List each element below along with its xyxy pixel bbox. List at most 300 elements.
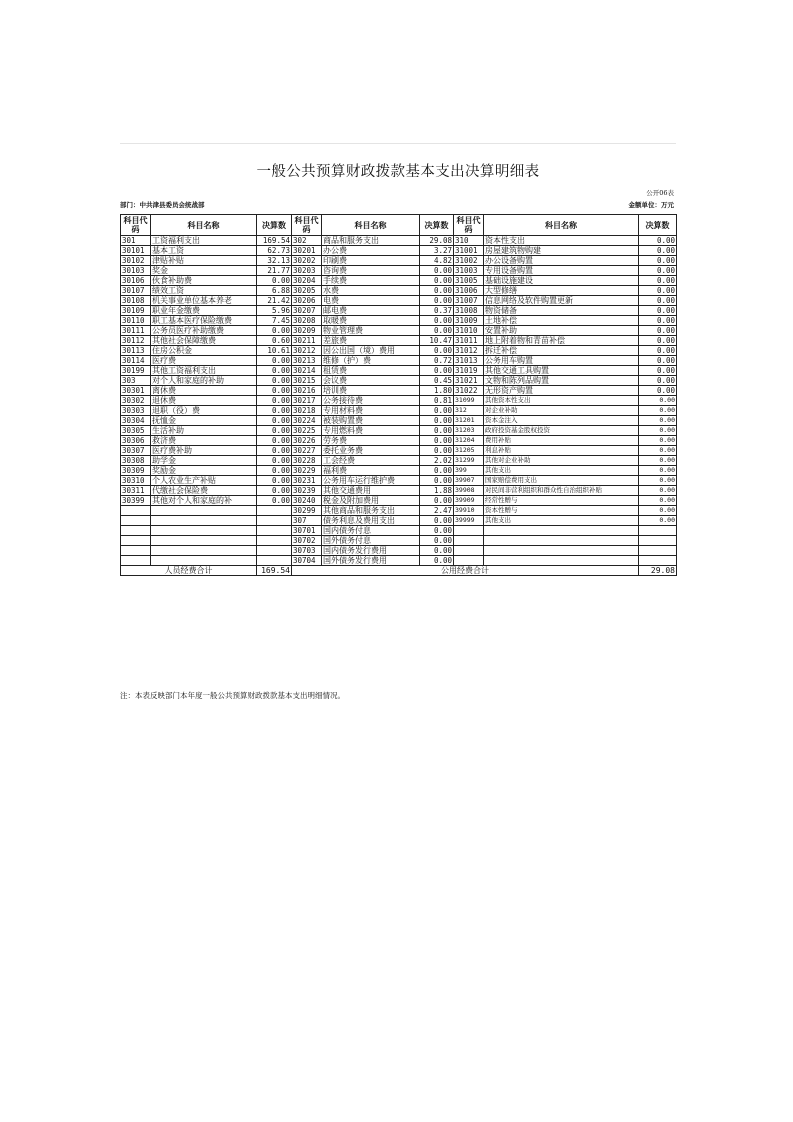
table-row	[121, 526, 677, 536]
code-cell: 30231	[292, 476, 322, 486]
code-cell: 31002	[454, 256, 484, 266]
name-cell: 被装购置费	[322, 416, 420, 426]
name-cell	[151, 506, 257, 516]
amount-cell: 0.00	[420, 476, 454, 486]
name-cell: 伙食补助费	[151, 276, 257, 286]
name-cell: 房屋建筑物购建	[484, 246, 639, 256]
code-cell	[121, 536, 151, 546]
code-cell: 30205	[292, 286, 322, 296]
name-cell: 印刷费	[322, 256, 420, 266]
amount-cell: 5.96	[257, 306, 292, 316]
amount-cell: 0.00	[420, 286, 454, 296]
table-row	[121, 376, 677, 386]
code-cell: 30308	[121, 456, 151, 466]
header-code-2: 科目代码	[292, 215, 322, 236]
code-cell: 30203	[292, 266, 322, 276]
amount-cell: 0.00	[639, 256, 677, 266]
name-cell: 办公设备购置	[484, 256, 639, 266]
name-cell: 其他支出	[484, 466, 639, 476]
amount-cell: 0.00	[420, 326, 454, 336]
amount-cell: 0.00	[639, 386, 677, 396]
name-cell: 救济费	[151, 436, 257, 446]
code-cell: 30399	[121, 496, 151, 506]
code-cell: 30212	[292, 346, 322, 356]
name-cell: 地上附着物和青苗补偿	[484, 336, 639, 346]
table-row	[121, 386, 677, 396]
form-number-row	[120, 184, 676, 199]
code-cell: 30102	[121, 256, 151, 266]
code-cell: 30307	[121, 446, 151, 456]
name-cell	[151, 516, 257, 526]
personnel-total-value: 169.54	[257, 566, 292, 576]
code-cell: 30209	[292, 326, 322, 336]
amount-cell: 0.00	[257, 406, 292, 416]
code-cell: 39907	[454, 476, 484, 486]
report-sheet	[120, 143, 676, 576]
code-cell: 30225	[292, 426, 322, 436]
code-cell: 30240	[292, 496, 322, 506]
name-cell: 其他交通工具购置	[484, 366, 639, 376]
public-total-label: 公用经费合计	[292, 566, 639, 576]
code-cell: 30202	[292, 256, 322, 266]
name-cell: 其他工资福利支出	[151, 366, 257, 376]
code-cell: 31203	[454, 426, 484, 436]
totals-row	[121, 566, 677, 576]
header-amount-1: 决算数	[257, 215, 292, 236]
amount-cell: 0.00	[257, 386, 292, 396]
amount-cell: 0.00	[420, 266, 454, 276]
amount-cell: 0.00	[257, 276, 292, 286]
name-cell: 其他资本性支出	[484, 396, 639, 406]
name-cell: 电费	[322, 296, 420, 306]
name-cell: 取暖费	[322, 316, 420, 326]
amount-cell: 0.00	[257, 496, 292, 506]
table-row	[121, 536, 677, 546]
table-row	[121, 286, 677, 296]
code-cell: 30107	[121, 286, 151, 296]
name-cell: 公务员医疗补助缴费	[151, 326, 257, 336]
name-cell: 对民间非营利组织和群众性自治组织补贴	[484, 486, 639, 496]
code-cell	[121, 546, 151, 556]
code-cell: 302	[292, 236, 322, 246]
name-cell: 职业年金缴费	[151, 306, 257, 316]
amount-cell	[639, 556, 677, 566]
table-row	[121, 406, 677, 416]
name-cell: 大型修缮	[484, 286, 639, 296]
name-cell: 机关事业单位基本养老	[151, 296, 257, 306]
name-cell: 信息网络及软件购置更新	[484, 296, 639, 306]
code-cell: 31001	[454, 246, 484, 256]
code-cell: 30213	[292, 356, 322, 366]
header-name-3: 科目名称	[484, 215, 639, 236]
code-cell: 30704	[292, 556, 322, 566]
amount-cell: 0.00	[257, 476, 292, 486]
amount-cell: 0.00	[420, 416, 454, 426]
name-cell: 其他商品和服务支出	[322, 506, 420, 516]
name-cell: 奖金	[151, 266, 257, 276]
amount-cell	[257, 526, 292, 536]
name-cell: 维修（护）费	[322, 356, 420, 366]
header-name-2: 科目名称	[322, 215, 420, 236]
code-cell: 31006	[454, 286, 484, 296]
code-cell: 30239	[292, 486, 322, 496]
code-cell: 30301	[121, 386, 151, 396]
amount-cell: 0.00	[420, 546, 454, 556]
code-cell: 30217	[292, 396, 322, 406]
amount-cell: 0.00	[257, 326, 292, 336]
name-cell: 公务用车购置	[484, 356, 639, 366]
amount-cell: 10.61	[257, 346, 292, 356]
name-cell: 专用材料费	[322, 406, 420, 416]
table-row	[121, 256, 677, 266]
code-cell: 30227	[292, 446, 322, 456]
name-cell: 土地补偿	[484, 316, 639, 326]
code-cell: 399	[454, 466, 484, 476]
table-row	[121, 436, 677, 446]
name-cell: 租赁费	[322, 366, 420, 376]
code-cell: 30701	[292, 526, 322, 536]
code-cell: 31011	[454, 336, 484, 346]
code-cell: 30113	[121, 346, 151, 356]
table-note: 注：本表反映部门本年度一般公共预算财政拨款基本支出明细情况。	[120, 691, 345, 700]
amount-cell: 0.00	[639, 356, 677, 366]
amount-cell: 0.00	[420, 296, 454, 306]
name-cell: 国家赔偿费用支出	[484, 476, 639, 486]
code-cell: 30206	[292, 296, 322, 306]
amount-cell: 6.88	[257, 286, 292, 296]
table-row	[121, 496, 677, 506]
amount-cell: 21.42	[257, 296, 292, 306]
table-row	[121, 306, 677, 316]
name-cell: 资本金注入	[484, 416, 639, 426]
name-cell: 利息补贴	[484, 446, 639, 456]
table-row	[121, 426, 677, 436]
code-cell: 30309	[121, 466, 151, 476]
amount-cell: 0.00	[639, 456, 677, 466]
header-name-1: 科目名称	[151, 215, 257, 236]
name-cell: 其他社会保障缴费	[151, 336, 257, 346]
amount-cell: 0.00	[639, 396, 677, 406]
code-cell: 30199	[121, 366, 151, 376]
amount-cell: 0.00	[639, 516, 677, 526]
header-code-3: 科目代码	[454, 215, 484, 236]
amount-cell: 1.80	[420, 386, 454, 396]
name-cell: 资本性支出	[484, 236, 639, 246]
name-cell	[151, 536, 257, 546]
amount-cell: 0.00	[639, 436, 677, 446]
amount-cell: 32.13	[257, 256, 292, 266]
amount-cell: 0.00	[420, 316, 454, 326]
amount-cell: 4.82	[420, 256, 454, 266]
table-row	[121, 516, 677, 526]
code-cell: 31201	[454, 416, 484, 426]
name-cell: 咨询费	[322, 266, 420, 276]
amount-cell: 0.37	[420, 306, 454, 316]
amount-cell: 0.00	[420, 426, 454, 436]
name-cell: 福利费	[322, 466, 420, 476]
code-cell: 31007	[454, 296, 484, 306]
name-cell: 税金及附加费用	[322, 496, 420, 506]
amount-cell: 0.45	[420, 376, 454, 386]
code-cell: 30218	[292, 406, 322, 416]
code-cell: 31005	[454, 276, 484, 286]
name-cell: 退休费	[151, 396, 257, 406]
amount-cell: 0.00	[420, 446, 454, 456]
amount-cell: 0.81	[420, 396, 454, 406]
code-cell: 30106	[121, 276, 151, 286]
code-cell	[454, 556, 484, 566]
code-cell: 31099	[454, 396, 484, 406]
name-cell: 奖励金	[151, 466, 257, 476]
code-cell: 30226	[292, 436, 322, 446]
code-cell	[121, 516, 151, 526]
amount-cell: 0.00	[639, 316, 677, 326]
table-row	[121, 366, 677, 376]
code-cell	[121, 526, 151, 536]
amount-cell: 0.00	[257, 446, 292, 456]
code-cell	[454, 526, 484, 536]
name-cell: 国内债务发行费用	[322, 546, 420, 556]
amount-cell: 0.00	[420, 366, 454, 376]
name-cell: 文物和陈列品购置	[484, 376, 639, 386]
table-row	[121, 556, 677, 566]
name-cell: 对个人和家庭的补助	[151, 376, 257, 386]
amount-cell: 0.00	[639, 306, 677, 316]
name-cell: 国外债务付息	[322, 536, 420, 546]
code-cell: 30216	[292, 386, 322, 396]
table-row	[121, 236, 677, 246]
amount-cell: 0.00	[420, 516, 454, 526]
amount-cell: 0.00	[639, 366, 677, 376]
table-row	[121, 326, 677, 336]
amount-cell: 0.00	[639, 296, 677, 306]
amount-cell: 0.00	[639, 286, 677, 296]
code-cell: 30303	[121, 406, 151, 416]
department-label: 部门：中共津县委员会统战部	[120, 201, 205, 209]
name-cell: 劳务费	[322, 436, 420, 446]
name-cell: 费用补贴	[484, 436, 639, 446]
name-cell	[484, 546, 639, 556]
amount-cell: 0.00	[420, 436, 454, 446]
amount-cell: 0.00	[639, 276, 677, 286]
name-cell: 邮电费	[322, 306, 420, 316]
expenditure-table	[120, 214, 677, 576]
code-cell: 30211	[292, 336, 322, 346]
name-cell: 培训费	[322, 386, 420, 396]
form-number: 公开06表	[646, 189, 674, 197]
header-amount-2: 决算数	[420, 215, 454, 236]
code-cell: 30304	[121, 416, 151, 426]
name-cell: 助学金	[151, 456, 257, 466]
code-cell: 301	[121, 236, 151, 246]
name-cell: 基本工资	[151, 246, 257, 256]
name-cell: 其他交通费用	[322, 486, 420, 496]
table-row	[121, 466, 677, 476]
code-cell: 30215	[292, 376, 322, 386]
amount-cell: 0.00	[257, 396, 292, 406]
amount-cell: 0.00	[639, 346, 677, 356]
amount-cell: 0.72	[420, 356, 454, 366]
header-code-1: 科目代码	[121, 215, 151, 236]
code-cell: 39908	[454, 486, 484, 496]
amount-cell	[639, 526, 677, 536]
code-cell: 30703	[292, 546, 322, 556]
name-cell: 经常性赠与	[484, 496, 639, 506]
name-cell: 会议费	[322, 376, 420, 386]
amount-cell	[257, 546, 292, 556]
code-cell: 30204	[292, 276, 322, 286]
amount-cell: 0.00	[257, 486, 292, 496]
table-row	[121, 416, 677, 426]
name-cell	[484, 556, 639, 566]
name-cell: 国外债务发行费用	[322, 556, 420, 566]
department-row	[120, 199, 676, 214]
amount-cell: 0.00	[257, 466, 292, 476]
code-cell: 312	[454, 406, 484, 416]
code-cell: 31003	[454, 266, 484, 276]
name-cell: 物业管理费	[322, 326, 420, 336]
table-row	[121, 396, 677, 406]
code-cell: 31008	[454, 306, 484, 316]
name-cell: 手续费	[322, 276, 420, 286]
code-cell: 303	[121, 376, 151, 386]
name-cell: 因公出国（境）费用	[322, 346, 420, 356]
amount-cell: 0.00	[639, 476, 677, 486]
name-cell: 专用设备购置	[484, 266, 639, 276]
name-cell: 医疗费补助	[151, 446, 257, 456]
amount-cell: 0.00	[639, 506, 677, 516]
amount-cell: 0.00	[639, 486, 677, 496]
amount-cell	[639, 536, 677, 546]
name-cell: 抚恤金	[151, 416, 257, 426]
amount-cell	[257, 506, 292, 516]
code-cell: 31299	[454, 456, 484, 466]
code-cell: 30201	[292, 246, 322, 256]
name-cell: 委托业务费	[322, 446, 420, 456]
amount-cell: 0.00	[420, 536, 454, 546]
header-amount-3: 决算数	[639, 215, 677, 236]
amount-cell: 2.47	[420, 506, 454, 516]
amount-cell: 0.00	[639, 376, 677, 386]
amount-cell: 21.77	[257, 266, 292, 276]
code-cell: 30109	[121, 306, 151, 316]
code-cell: 30229	[292, 466, 322, 476]
code-cell: 30114	[121, 356, 151, 366]
amount-cell: 0.00	[420, 526, 454, 536]
code-cell: 39909	[454, 496, 484, 506]
name-cell: 医疗费	[151, 356, 257, 366]
table-row	[121, 456, 677, 466]
name-cell: 基础设施建设	[484, 276, 639, 286]
code-cell: 30112	[121, 336, 151, 346]
name-cell: 其他支出	[484, 516, 639, 526]
amount-cell: 0.00	[639, 236, 677, 246]
name-cell: 对企业补助	[484, 406, 639, 416]
table-row	[121, 266, 677, 276]
code-cell: 30111	[121, 326, 151, 336]
amount-cell: 0.00	[639, 336, 677, 346]
name-cell: 其他对个人和家庭的补	[151, 496, 257, 506]
code-cell: 30214	[292, 366, 322, 376]
table-row	[121, 316, 677, 326]
table-row	[121, 336, 677, 346]
code-cell: 30103	[121, 266, 151, 276]
amount-cell: 0.00	[420, 346, 454, 356]
amount-cell: 0.00	[420, 496, 454, 506]
amount-cell: 0.00	[639, 246, 677, 256]
code-cell: 30101	[121, 246, 151, 256]
amount-cell: 0.00	[257, 456, 292, 466]
amount-cell: 0.00	[639, 426, 677, 436]
name-cell: 工会经费	[322, 456, 420, 466]
amount-cell: 0.00	[639, 496, 677, 506]
amount-cell	[257, 536, 292, 546]
amount-cell: 62.73	[257, 246, 292, 256]
table-header-row	[121, 215, 677, 236]
amount-cell: 0.00	[420, 556, 454, 566]
name-cell: 债务利息及费用支出	[322, 516, 420, 526]
amount-cell: 7.45	[257, 316, 292, 326]
amount-cell	[257, 516, 292, 526]
amount-cell: 0.00	[639, 466, 677, 476]
table-row	[121, 546, 677, 556]
name-cell: 代缴社会保险费	[151, 486, 257, 496]
code-cell: 31009	[454, 316, 484, 326]
name-cell: 个人农业生产补贴	[151, 476, 257, 486]
amount-cell: 10.47	[420, 336, 454, 346]
name-cell: 无形资产购置	[484, 386, 639, 396]
unit-label: 金额单位：万元	[628, 201, 674, 209]
code-cell: 31019	[454, 366, 484, 376]
name-cell: 退职（役）费	[151, 406, 257, 416]
name-cell: 物资储备	[484, 306, 639, 316]
amount-cell: 3.27	[420, 246, 454, 256]
table-row	[121, 486, 677, 496]
name-cell	[484, 536, 639, 546]
code-cell: 31021	[454, 376, 484, 386]
report-title: 一般公共预算财政拨款基本支出决算明细表	[256, 164, 540, 180]
code-cell: 30224	[292, 416, 322, 426]
name-cell: 公务用车运行维护费	[322, 476, 420, 486]
code-cell: 39999	[454, 516, 484, 526]
title-row	[120, 143, 676, 184]
name-cell: 办公费	[322, 246, 420, 256]
table-row	[121, 296, 677, 306]
amount-cell: 0.60	[257, 336, 292, 346]
name-cell: 绩效工资	[151, 286, 257, 296]
amount-cell: 0.00	[257, 376, 292, 386]
code-cell: 31022	[454, 386, 484, 396]
code-cell: 30305	[121, 426, 151, 436]
public-total-value: 29.08	[639, 566, 677, 576]
code-cell	[121, 506, 151, 516]
name-cell: 工资福利支出	[151, 236, 257, 246]
code-cell: 31205	[454, 446, 484, 456]
code-cell: 30311	[121, 486, 151, 496]
code-cell: 310	[454, 236, 484, 246]
code-cell: 30306	[121, 436, 151, 446]
table-row	[121, 446, 677, 456]
code-cell: 30228	[292, 456, 322, 466]
amount-cell: 1.88	[420, 486, 454, 496]
code-cell: 30299	[292, 506, 322, 516]
code-cell: 30208	[292, 316, 322, 326]
name-cell: 国内债务付息	[322, 526, 420, 536]
amount-cell: 0.00	[639, 266, 677, 276]
code-cell: 307	[292, 516, 322, 526]
table-row	[121, 346, 677, 356]
personnel-total-label: 人员经费合计	[121, 566, 257, 576]
